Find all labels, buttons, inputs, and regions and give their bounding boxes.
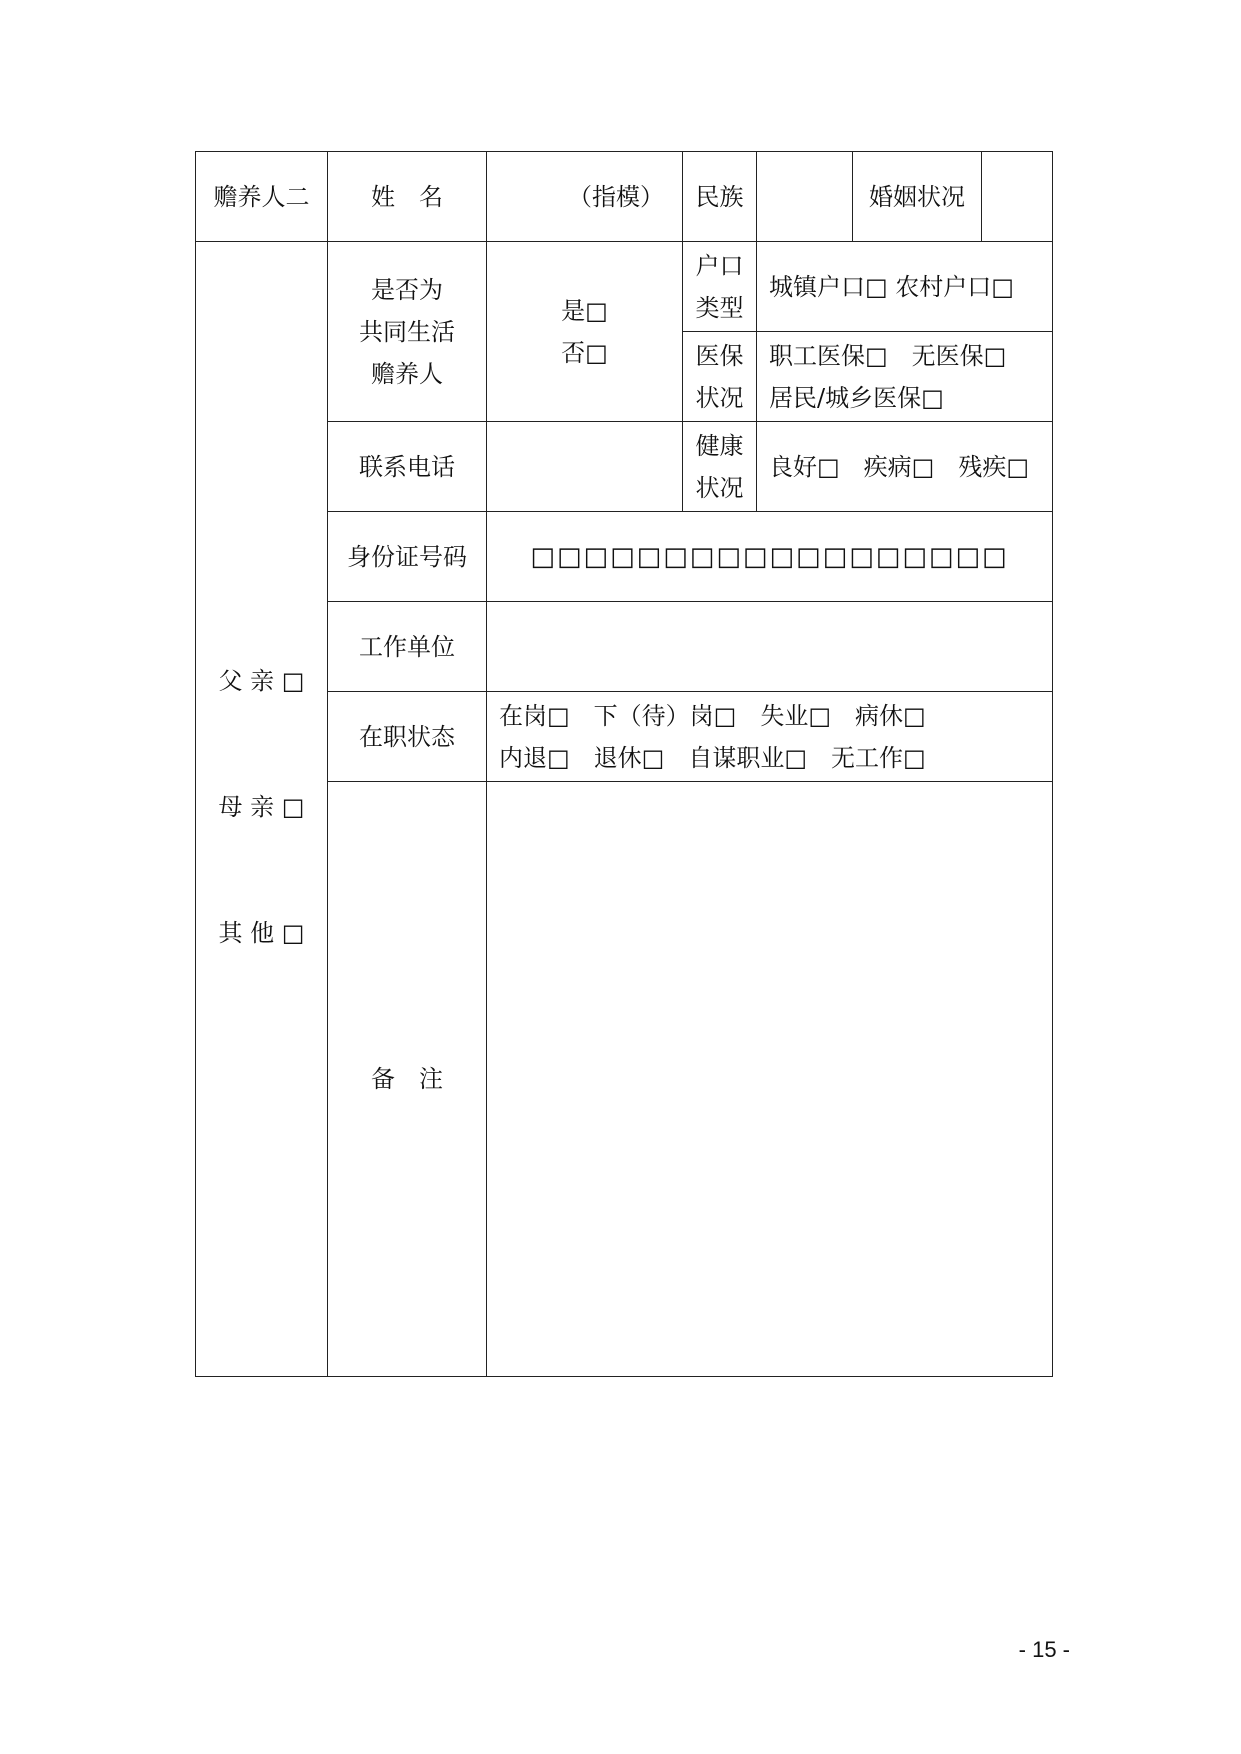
relation-options <box>196 242 327 1038</box>
phone-field[interactable] <box>487 422 683 512</box>
household-type-options[interactable]: 城镇户口□ 农村户口□ <box>757 242 1053 332</box>
cohabiting-supporter-options[interactable]: 是□ 否□ <box>487 242 683 422</box>
supporter-info-form <box>195 151 1053 1377</box>
ethnicity-field[interactable] <box>757 152 853 242</box>
medical-insurance-options[interactable]: 职工医保□ 无医保□ 居民/城乡医保□ <box>757 332 1053 422</box>
marital-status-field[interactable] <box>982 152 1053 242</box>
relation-cell <box>196 242 328 1377</box>
page-number: - 15 - <box>1018 1637 1070 1662</box>
health-status-label: 健康 状况 <box>683 422 757 512</box>
household-type-label: 户口 类型 <box>683 242 757 332</box>
relation-option-father[interactable]: 父 亲 □ <box>218 667 305 695</box>
supporter-two-label: 赡养人二 <box>196 152 328 242</box>
cohabiting-supporter-label: 是否为 共同生活 赡养人 <box>328 242 487 422</box>
phone-label: 联系电话 <box>328 422 487 512</box>
id-number-label: 身份证号码 <box>328 512 487 602</box>
employment-status-label: 在职状态 <box>328 692 487 782</box>
employer-field[interactable] <box>487 602 1053 692</box>
marital-status-label: 婚姻状况 <box>853 152 982 242</box>
ethnicity-label: 民族 <box>683 152 757 242</box>
employer-label: 工作单位 <box>328 602 487 692</box>
relation-option-mother[interactable]: 母 亲 □ <box>218 793 305 821</box>
id-number-boxes[interactable]: □□□□□□□□□□□□□□□□□□ <box>487 512 1053 602</box>
medical-insurance-label: 医保 状况 <box>683 332 757 422</box>
remarks-field[interactable] <box>487 782 1053 1377</box>
relation-option-other[interactable]: 其 他 □ <box>218 919 305 947</box>
name-fingerprint-field[interactable]: （指模） <box>487 152 683 242</box>
name-label: 姓 名 <box>328 152 487 242</box>
employment-status-options[interactable]: 在岗□ 下（待）岗□ 失业□ 病休□ 内退□ 退休□ 自谋职业□ 无工作□ <box>487 692 1053 782</box>
health-status-options[interactable]: 良好□ 疾病□ 残疾□ <box>757 422 1053 512</box>
remarks-label: 备 注 <box>328 782 487 1377</box>
